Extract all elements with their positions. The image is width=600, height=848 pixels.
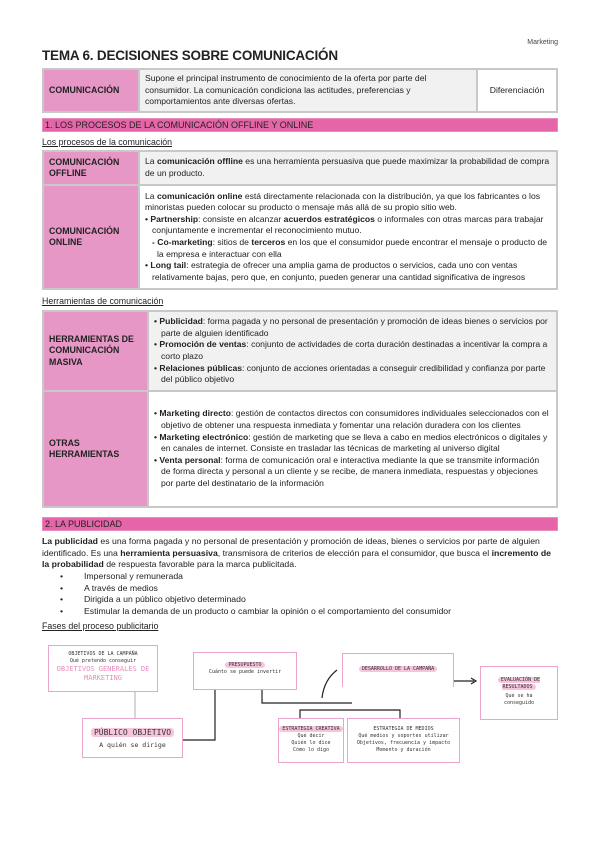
diagram-evaluacion [480,666,558,720]
evaluacion-title: EVALUACIÓN DE RESULTADOS [498,677,540,690]
medios-line: Momento y duración [376,747,431,753]
creativa-line: Quién lo dice [291,740,331,746]
header-subject: Marketing [527,39,558,46]
intro-text: Supone el principal instrumento de conocimiento de la oferta por parte del consumidor. La comunicación condiciona las actitudes, preferencias y comportamientos ante diversas ofertas. [139,69,477,112]
section2-sub: Fases del proceso publicitario [42,621,159,631]
objetivos-pink: OBJETIVOS GENERALES DE MARKETING [56,665,150,682]
diagram-desarrollo [342,653,454,687]
publicidad-paragraph: La publicidad es una forma pagada y no personal de presentación y promoción de ideas, bienes o servicios por parte de alguien identificado. Es una herramienta persuasiva, transmisora de criterios de elección para el consumidor, que busca el incremento de la probabilidad de respuesta favorable para la marca publicitada. [42,536,551,570]
bullet: • Impersonal y remunerada [60,571,451,583]
presupuesto-title: PRESUPUESTO [225,662,264,668]
medios-line: Objetivos, frecuencia y impacto [356,740,451,746]
section1-sub2: Herramientas de comunicación [42,296,164,306]
online-text: La comunicación online está directamente relacionada con la distribución, ya que los fabricantes o los minoristas pueden colocar su producto o mensaje más allá de su propio sitio web. • Partnership: consiste en alcanzar acuerdos estratégicos o informales con otras marcas para trabajar conjuntamente e incrementar el reconocimiento mutuo. - Co-marketing: sitios de terceros en los que el consumidor puede encontrar el mensaje o producto de la empresa e interactuar con ella • Long tail: estrategia de ofrecer una amplia gama de productos o servicios, cada uno con ventas relativamente bajas, pero que, en conjunto, pueden generar una cantidad significativa de ingresos [139,185,557,289]
diagram-publico [82,718,183,758]
diagram-medios [347,718,460,763]
offline-text: La comunicación offline es una herramienta persuasiva que puede maximizar la probabilidad de compra de un producto. [139,151,557,185]
desarrollo-title: DESARROLLO DE LA CAMPAÑA [359,666,437,672]
publico-question: A quién se dirige [99,741,166,749]
creativa-line: Cómo lo digo [292,747,330,753]
masiva-text: • Publicidad: forma pagada y no personal de presentación y promoción de ideas bienes o servicios por parte de alguien identificado • Promoción de ventas: conjunto de actividades de corta duración destinadas a incentivar la compra a corto plazo • Relaciones públicas: conjunto de acciones orientadas a conseguir credibilidad y confianza por parte del público objetivo [148,311,557,391]
online-key: COMUNICACIÓN ONLINE [43,185,139,289]
objetivos-title: OBJETIVOS DE LA CAMPAÑA [68,651,138,657]
medios-title: ESTRATEGIA DE MEDIOS [373,726,434,732]
otras-key: OTRAS HERRAMIENTAS [43,391,148,507]
diagram-objetivos [48,645,158,692]
page-title: TEMA 6. DECISIONES SOBRE COMUNICACIÓN [42,48,338,63]
objetivos-question: Qué pretendo conseguir [69,658,137,664]
section1-title: 1. LOS PROCESOS DE LA COMUNICACIÓN OFFLINE Y ONLINE [42,118,558,132]
medios-line: Qué medios y soportes utilizar [358,733,449,739]
otras-text: • Marketing directo: gestión de contactos directos con consumidores individuales seleccionados con el objetivo de obtener una respuesta inmediata y fomentar una relación duradera con los clientes • Marketing electrónico: gestión de marketing que se lleva a cabo en medios electrónicos o digitales y en canales de internet. Consiste en trasladar las técnicas de marketing al universo digital • Venta personal: forma de comunicación oral e interactiva mediante la que se transmite información de forma directa y personal a un cliente y se recibe, de manera inmediata, respuestas y objeciones por parte del destinatario de la información [148,391,557,507]
diagram-presupuesto [193,652,297,690]
publico-title: PÚBLICO OBJETIVO [91,728,174,737]
intro-side: Diferenciación [477,69,557,112]
diagram-creativa [278,718,344,763]
offline-key: COMUNICACIÓN OFFLINE [43,151,139,185]
masiva-key: HERRAMIENTAS DE COMUNICACIÓN MASIVA [43,311,148,391]
creativa-title: ESTRATEGIA CREATIVA [279,726,342,732]
section1-sub1: Los procesos de la comunicación [42,137,173,147]
intro-key: COMUNICACIÓN [43,69,139,112]
bullet: • Estimular la demanda de un producto o cambiar la opinión o el comportamiento del consumidor [60,606,451,618]
creativa-line: Qué decir [297,733,325,739]
bullet: • Dirigida a un público objetivo determinado [60,594,451,606]
bullet: • A través de medios [60,583,451,595]
evaluacion-question: Qué se ha conseguido [503,693,535,706]
presupuesto-question: Cuánto se puede invertir [208,669,282,675]
section2-title: 2. LA PUBLICIDAD [42,517,558,531]
